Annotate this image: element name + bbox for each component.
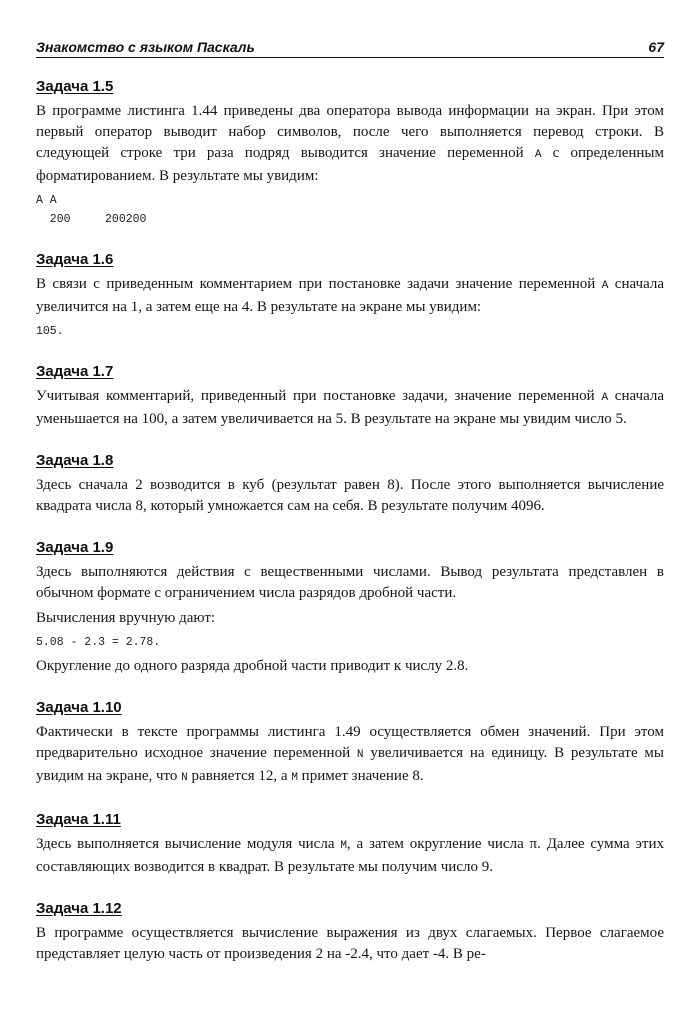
text-run: увеличивается на единицу. В результате мы увидим на экране, что	[36, 745, 664, 784]
variable-name: M	[291, 772, 298, 784]
task-heading: Задача 1.12	[36, 900, 122, 917]
code-output	[36, 191, 664, 229]
task-section	[36, 78, 664, 229]
task-heading: Задача 1.9	[36, 539, 114, 556]
code-output	[36, 322, 664, 341]
text-run: сначала уменьшается на 100, а затем увеличивается на 5. В результате на экране мы увидим число 5.	[36, 388, 665, 427]
task-section	[36, 363, 664, 430]
variable-name: N	[356, 749, 364, 761]
task-section	[36, 900, 664, 965]
variable-name: A	[601, 392, 609, 404]
text-run: сначала увеличится на 1, а затем еще на 4. В результате на экране мы увидим:	[36, 276, 665, 315]
text-run: Фактически в тексте программы листинга 1.49 осуществляется обмен значений. При этом предварительно исходное значение переменной	[36, 724, 664, 761]
page-content	[36, 78, 664, 987]
variable-name: A	[601, 280, 609, 292]
paragraph	[36, 101, 664, 187]
paragraph	[36, 475, 664, 517]
variable-name: A	[534, 149, 542, 161]
text-run: примет значение 8.	[297, 768, 424, 784]
page-number: 67	[648, 39, 664, 55]
text-run: Здесь выполняются действия с вещественными числами. Вывод результата представлен в обычном формате с ограничением числа разрядов дробной части.	[36, 564, 664, 601]
text-run: В связи с приведенным комментарием при постановке задачи значение переменной	[36, 276, 602, 292]
paragraph	[36, 562, 664, 604]
text-run: В программе осуществляется вычисление выражения из двух слагаемых. Первое слагаемое представляет целую часть от произведения 2 на -2.4, что дает -4. В ре-	[36, 925, 664, 962]
task-section	[36, 251, 664, 341]
task-section	[36, 539, 664, 677]
task-heading: Задача 1.11	[36, 811, 121, 828]
task-heading: Задача 1.6	[36, 251, 114, 268]
text-run: Вычисления вручную дают:	[36, 610, 216, 626]
task-section	[36, 699, 664, 789]
paragraph	[36, 608, 664, 629]
variable-name: N	[181, 772, 188, 784]
text-run: с определенным форматированием. В результате мы увидим:	[36, 145, 664, 184]
paragraph	[36, 923, 664, 965]
task-heading: Задача 1.7	[36, 363, 114, 380]
text-run: В программе листинга 1.44 приведены два оператора вывода информации на экран. При этом первый оператор выводит набор символов, после чего выполняется перевод строки. В следующей строке три раза подряд выводится значение переменной	[36, 103, 664, 161]
task-heading: Задача 1.8	[36, 452, 114, 469]
code-line: 200 200200	[36, 213, 147, 226]
code-output	[36, 633, 664, 652]
text-run: Здесь сначала 2 возводится в куб (результат равен 8). После этого выполняется вычисление квадрата числа 8, который умножается сам на себя. В результате получим 4096.	[36, 477, 664, 514]
paragraph	[36, 834, 664, 878]
text-run: Здесь выполняется вычисление модуля числа	[36, 836, 341, 852]
task-heading: Задача 1.10	[36, 699, 122, 716]
code-line: 105.	[36, 325, 64, 338]
task-heading: Задача 1.5	[36, 78, 114, 95]
code-line: A A	[36, 194, 57, 207]
code-line: 5.08 - 2.3 = 2.78.	[36, 636, 161, 649]
text-run: равняется 12, а	[187, 768, 292, 784]
running-header	[36, 30, 664, 58]
paragraph: Округление до одного разряда дробной части приводит к числу 2.8.	[36, 658, 469, 674]
paragraph	[36, 386, 664, 430]
chapter-title: Знакомство с языком Паскаль	[36, 39, 255, 55]
task-section	[36, 452, 664, 517]
variable-name: M	[340, 840, 347, 852]
paragraph	[36, 722, 664, 789]
task-section	[36, 811, 664, 878]
text-run: Учитывая комментарий, приведенный при постановке задачи, значение переменной	[36, 388, 602, 404]
text-run: , а затем округление числа π. Далее сумма этих составляющих возводится в квадрат. В результате мы получим число 9.	[36, 836, 664, 875]
paragraph	[36, 274, 664, 318]
